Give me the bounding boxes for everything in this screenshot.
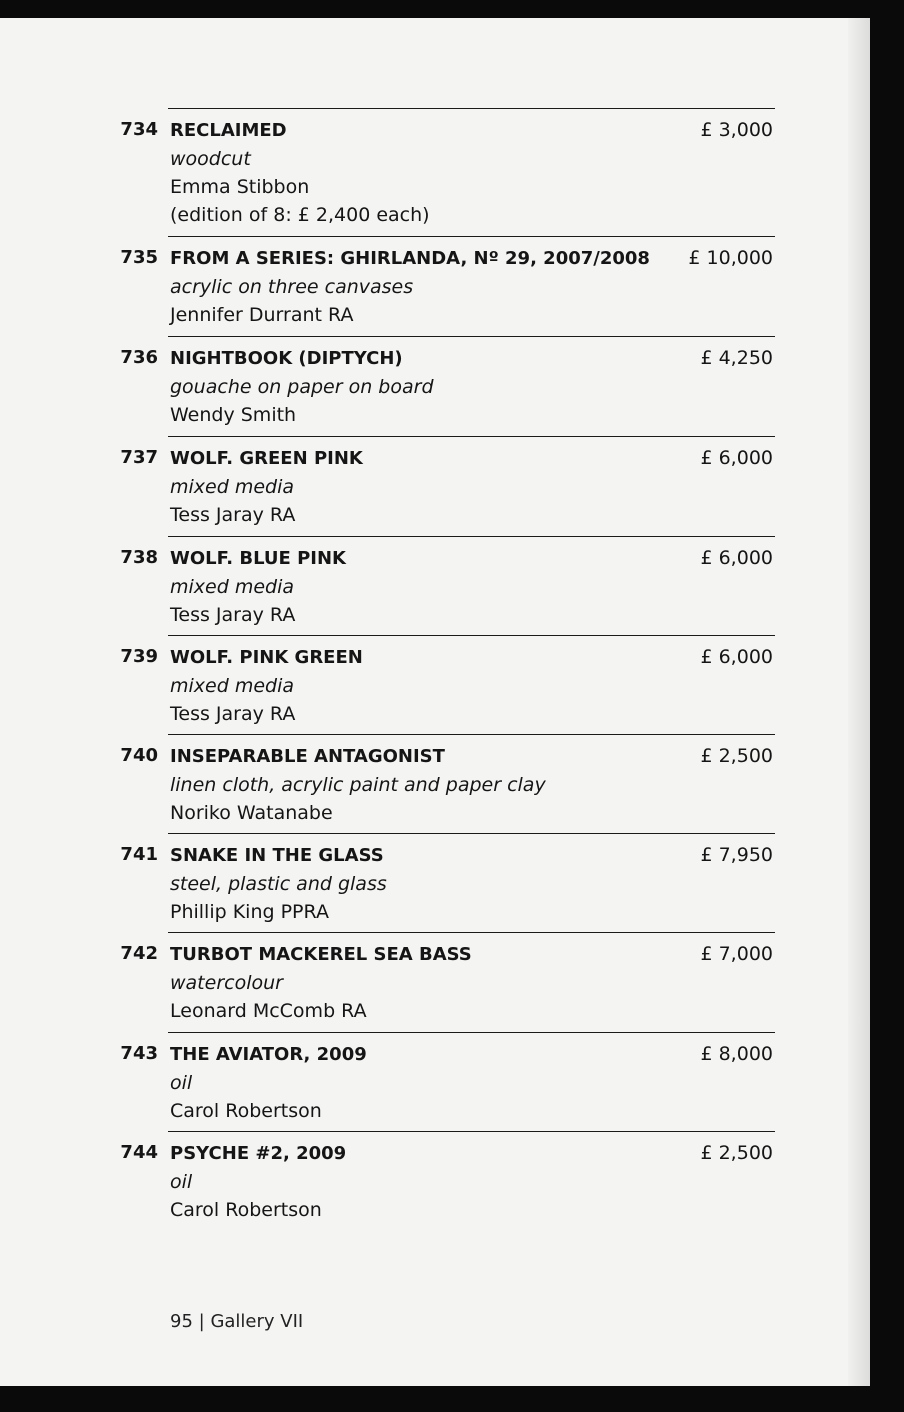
entry-number: 737	[120, 447, 158, 468]
entry-artist: Carol Robertson	[170, 1100, 322, 1122]
entry-divider	[168, 336, 775, 337]
entry-artist: Tess Jaray RA	[170, 504, 296, 526]
entry-number: 736	[120, 347, 158, 368]
entry-title: NIGHTBOOK (DIPTYCH)	[170, 348, 403, 369]
entry-title: TURBOT MACKEREL SEA BASS	[170, 944, 472, 965]
entry-price: £ 8,000	[700, 1043, 773, 1065]
catalogue-entry	[120, 536, 775, 635]
entry-price: £ 6,000	[700, 547, 773, 569]
entry-price: £ 3,000	[700, 119, 773, 141]
catalogue-entry	[120, 108, 775, 226]
entry-title: INSEPARABLE ANTAGONIST	[170, 746, 445, 767]
catalogue-entry	[120, 932, 775, 1031]
entry-price: £ 10,000	[688, 247, 773, 269]
entry-number: 734	[120, 119, 158, 140]
entry-medium: mixed media	[170, 576, 295, 598]
entry-medium: steel, plastic and glass	[170, 873, 387, 895]
entry-medium: oil	[170, 1171, 193, 1193]
entry-price: £ 2,500	[700, 745, 773, 767]
catalogue-entry	[120, 236, 775, 335]
entry-medium: gouache on paper on board	[170, 376, 434, 398]
entry-medium: acrylic on three canvases	[170, 276, 414, 298]
entry-number: 741	[120, 844, 158, 865]
page-edge	[848, 18, 870, 1386]
entry-number: 739	[120, 646, 158, 667]
entry-divider	[168, 108, 775, 109]
catalogue-entry	[120, 436, 775, 535]
entry-title: WOLF. PINK GREEN	[170, 647, 363, 668]
entry-divider	[168, 734, 775, 735]
entry-artist: Phillip King PPRA	[170, 901, 329, 923]
entry-price: £ 4,250	[700, 347, 773, 369]
entry-price: £ 7,950	[700, 844, 773, 866]
section-name: Gallery VII	[210, 1311, 304, 1332]
entry-divider	[168, 833, 775, 834]
entry-title: PSYCHE #2, 2009	[170, 1143, 347, 1164]
entry-divider	[168, 635, 775, 636]
entry-title: FROM A SERIES: GHIRLANDA, Nº 29, 2007/2008	[170, 248, 650, 269]
entry-artist: Leonard McComb RA	[170, 1000, 367, 1022]
entry-title: RECLAIMED	[170, 120, 287, 141]
catalogue-entry	[120, 833, 775, 932]
entry-medium: woodcut	[170, 148, 251, 170]
catalogue-entry	[120, 1032, 775, 1131]
entry-artist: Emma Stibbon	[170, 176, 310, 198]
entry-divider	[168, 1032, 775, 1033]
page-footer	[170, 1310, 303, 1334]
entry-divider	[168, 1131, 775, 1132]
entry-artist: Noriko Watanabe	[170, 802, 333, 824]
entry-medium: mixed media	[170, 476, 295, 498]
entry-price: £ 7,000	[700, 943, 773, 965]
page-number: 95	[170, 1311, 193, 1332]
entry-number: 742	[120, 943, 158, 964]
entry-number: 738	[120, 547, 158, 568]
entry-number: 744	[120, 1142, 158, 1163]
entry-artist: Wendy Smith	[170, 404, 297, 426]
entry-price: £ 2,500	[700, 1142, 773, 1164]
entry-title: THE AVIATOR, 2009	[170, 1044, 367, 1065]
entry-number: 743	[120, 1043, 158, 1064]
entry-price: £ 6,000	[700, 646, 773, 668]
entry-edition-note: (edition of 8: £ 2,400 each)	[170, 204, 430, 226]
entry-artist: Jennifer Durrant RA	[170, 304, 354, 326]
entry-number: 740	[120, 745, 158, 766]
entry-artist: Tess Jaray RA	[170, 703, 296, 725]
entry-medium: watercolour	[170, 972, 283, 994]
entry-artist: Carol Robertson	[170, 1199, 322, 1221]
catalogue-entry	[120, 734, 775, 833]
entry-price: £ 6,000	[700, 447, 773, 469]
entry-title: SNAKE IN THE GLASS	[170, 845, 384, 866]
entry-divider	[168, 932, 775, 933]
entry-medium: oil	[170, 1072, 193, 1094]
entry-title: WOLF. GREEN PINK	[170, 448, 363, 469]
entry-divider	[168, 436, 775, 437]
entry-title: WOLF. BLUE PINK	[170, 548, 347, 569]
entry-medium: linen cloth, acrylic paint and paper clay	[170, 774, 546, 796]
entry-divider	[168, 236, 775, 237]
footer-separator: |	[198, 1311, 205, 1332]
entry-artist: Tess Jaray RA	[170, 604, 296, 626]
entry-number: 735	[120, 247, 158, 268]
entry-divider	[168, 536, 775, 537]
entry-medium: mixed media	[170, 675, 295, 697]
catalogue-entry	[120, 635, 775, 734]
catalogue-entry	[120, 1131, 775, 1230]
catalogue-entry	[120, 336, 775, 435]
